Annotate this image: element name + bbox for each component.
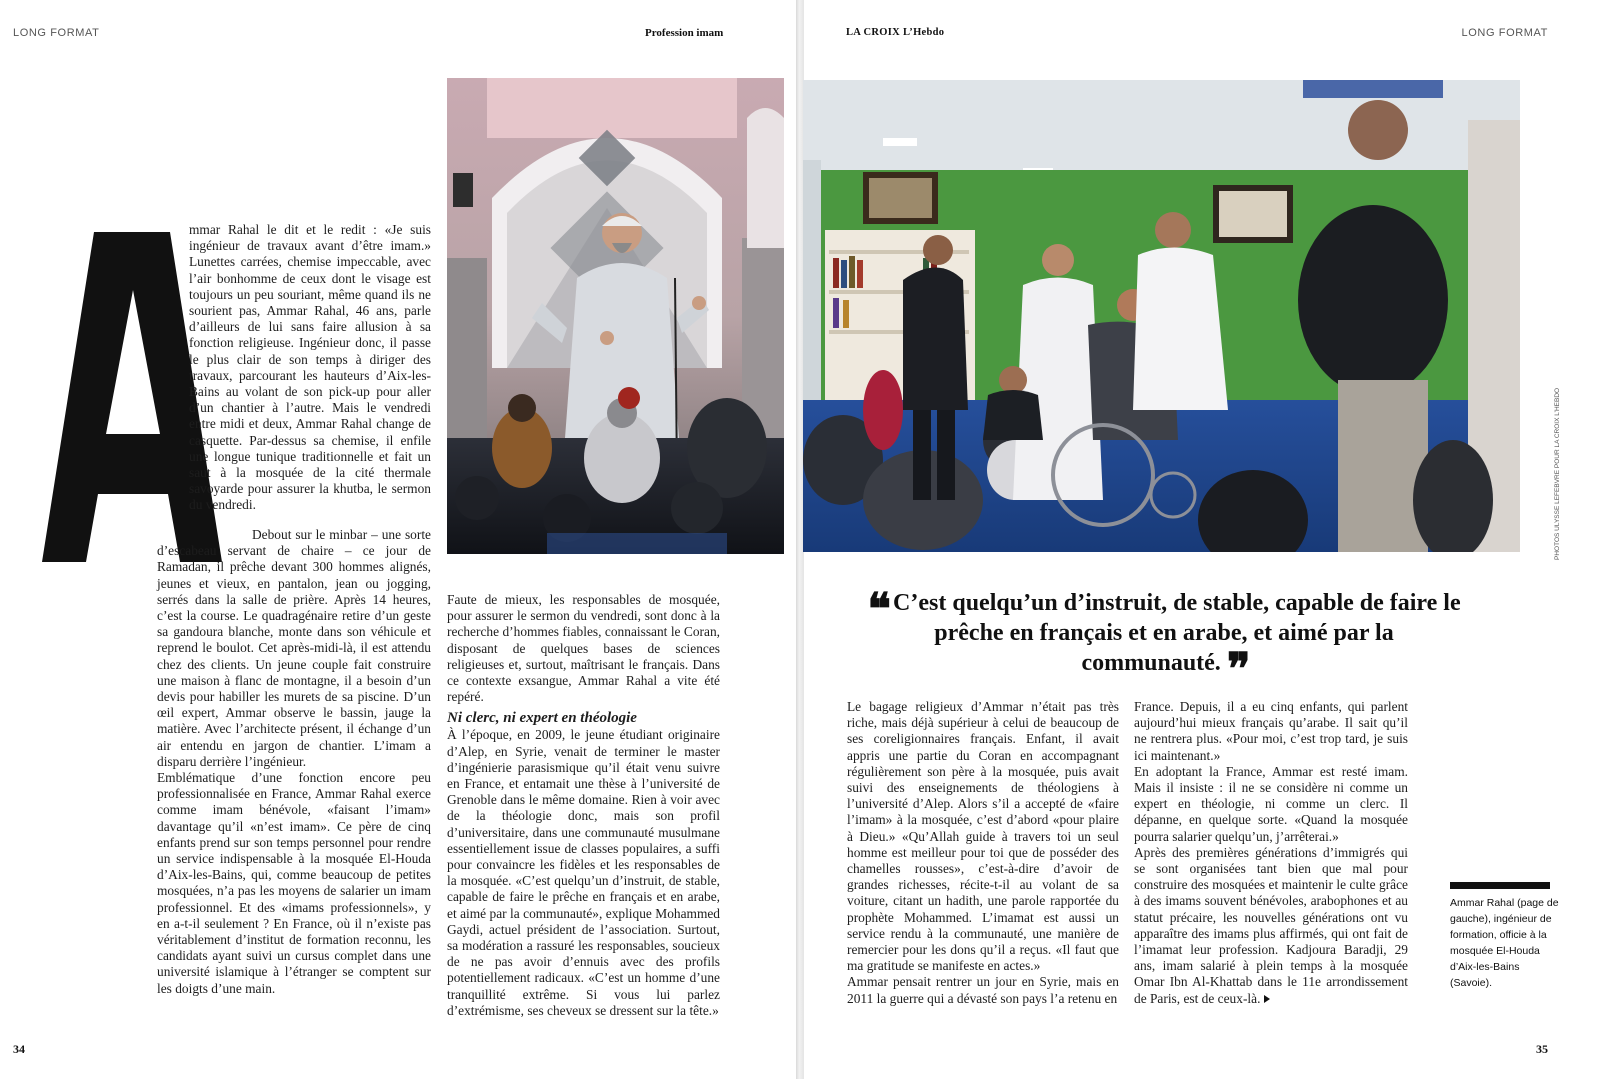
intro-paragraph: mmar Rahal le dit et le redit : «Je suis ingénieur de travaux avant d’être imam.» Lunettes carrées, chemise impeccable, avec l’air bonhomme de ceux dont le visage est toujours un peu souriant, même quand ils ne sourient pas, Ammar Rahal, 46 ans, parle d’ailleurs de lui sans faire allusion à sa fonction religieuse. Ingénieur donc, il passe le plus clair de son temps à diriger des travaux, parcourant les hauteurs d’Aix-les-Bains au volant de son pick-up pour aller d’un chantier à l’autre. Mais le vendredi entre midi et deux, Ammar Rahal change de casquette. Par-dessus sa chemise, il enfile une longue tunique traditionnelle et fait un saut à la mosquée de la cité thermale savoyarde pour assurer la khutba, le sermon du vendredi. (189, 222, 431, 513)
section-label: LONG FORMAT (13, 27, 100, 39)
subheading: Ni clerc, ni expert en théologie (447, 710, 637, 727)
section-label-right: LONG FORMAT (1461, 27, 1548, 39)
paragraph-bagage: Le bagage religieux d’Ammar n’était pas très riche, mais déjà supérieur à celui de beaucoup de ses coreligionnaires français. Enfant, il avait appris une partie du Coran en accompagnant régulièrement son père à la mosquée, puis avait suivi des enseignements de théologiens à l’université d’Alep. Alors s’il a accepté de «faire l’imam» à la mosquée, c’est d’abord «pour plaire à Dieu.» «Qu’Allah guide à travers toi un seul homme est meilleur pour toi que de posséder des chamelles rousses», c’est-à-dire d’avoir de grandes richesses, récite-t-il au volant de sa voiture, citant un hadith, une parole rapportée du prophète Mohammed. L’imamat est aussi un service rendu à la communauté, une manière de remercier pour les dons qu’il a reçus. «Il faut que ma gratitude se manifeste en actes.» (847, 699, 1119, 974)
body-column-1b (157, 527, 431, 997)
paragraph-adoptant: En adoptant la France, Ammar est resté imam. Mais il insiste : il ne se considère ni comme un expert en théologie, ni comme un clerc. Il dépanne, en quelque sorte. «Quand la mosquée pourra salarier quelqu’un, j’arrêterai.» (1134, 763, 1408, 844)
paragraph-emblematic: Emblématique d’une fonction encore peu professionnalisée en France, Ammar Rahal exerce comme imam bénévole, «faisant l’imam» davantage qu’il «n’est imam». Ce père de cinq enfants prend sur son temps personnel pour rendre un service indispensable à la mosquée El-Houda d’Aix-les-Bains, qui, comme beaucoup de petites mosquées, n’a pas les moyens de salarier un imam professionnel. Et des «imams professionnels», y en a-t-il seulement ? En France, où il n’existe pas véritablement d’institut de formation reconnu, les candidats ayant suivi un cursus complet dans une université islamique à l’étranger se comptent sur les doigts d’une main. (157, 770, 431, 996)
close-quote-icon: ❞ (1226, 645, 1247, 694)
open-quote-icon: ❝ (867, 585, 888, 634)
running-title: Profession imam (645, 27, 724, 39)
end-mark-icon (1264, 995, 1270, 1003)
right-page (804, 0, 1600, 1079)
body-column-4 (1134, 699, 1408, 1007)
photo-credit: PHOTOS ULYSSE LEFEBVRE POUR LA CROIX L’HEBDO (1554, 387, 1561, 560)
body-column-2 (447, 592, 720, 1019)
paragraph-minbar: Debout sur le minbar – une sorte d’escabeau servant de chaire – ce jour de Ramadan, il prêche devant 300 hommes alignés, jeunes et vieux, en pantalon, jean ou jogging, serrés dans la salle de prière. Après 14 heures, c’est la course. Le quadragénaire retire d’un geste sa gandoura blanche, monte dans son véhicule et reprend le boulot. Cet après-midi-là, il est attendu chez des clients. Un jeune couple fait construire une maison à flanc de montagne, il a besoin d’un devis pour habiller les murets de sa piscine. D’un œil expert, Ammar observe le bassin, jauge la matière. Avec l’architecte présent, il échange d’un air entendu en jargon de chantier. L’imam a disparu derrière l’ingénieur. (157, 527, 431, 769)
body-column-3 (847, 699, 1119, 1007)
folio-left: 34 (13, 1042, 25, 1056)
photo-caption: Ammar Rahal (page de gauche), ingénieur de formation, officie à la mosquée El-Houda d’Aix-les-Bains (Savoie). (1450, 897, 1559, 989)
paragraph-generations (1134, 845, 1408, 1007)
mosque-gathering-photo (803, 80, 1520, 552)
left-page (0, 0, 796, 1079)
paragraph-syrie: Ammar pensait rentrer un jour en Syrie, mais en 2011 la guerre qui a dévasté son pays l’a retenu en (847, 974, 1119, 1006)
paragraph-faute-de-mieux: Faute de mieux, les responsables de mosquée, pour assurer le sermon du vendredi, sont donc à la recherche d’hommes fiables, connaissant le Coran, disposant de quelques bases de sciences religieuses et, surtout, maîtrisant le français. Dans ce contexte exsangue, Ammar Rahal a vite été repéré. (447, 592, 720, 705)
magazine-logo: LA CROIX L’Hebdo (846, 27, 945, 38)
caption-rule (1450, 882, 1550, 889)
paragraph-epoque: À l’époque, en 2009, le jeune étudiant originaire d’Alep, en Syrie, venait de terminer le master d’ingénierie parasismique qu’il était venu suivre en France, et entamait une thèse à l’université de Grenoble dans le même domaine. Rien à voir avec de la théologie donc, mais son profil d’universitaire, dans une communauté musulmane essentiellement issue de classes populaires, a suffi pour convaincre les fidèles et les responsables de la mosquée. «C’est quelqu’un d’instruit, de stable, capable de faire le prêche en français et en arabe, et aimé par la communauté», explique Mohammed Gaydi, actuel président de l’association. Surtout, sa modération a rassuré les responsables, soucieux de ne pas avoir d’ennuis avec des profils potentiellement radicaux. «C’est un homme d’une tranquillité extrême. Si vous lui parlez d’extrémisme, ses cheveux se dressent sur la tête.» (447, 727, 720, 1018)
body-column-1 (157, 222, 431, 514)
pullquote (864, 585, 1464, 694)
pullquote-text: C’est quelqu’un d’instruit, de stable, capable de faire le prêche en français et en arabe, et aimé par la communauté. (893, 590, 1461, 676)
imam-preaching-photo (447, 78, 784, 554)
paragraph-france: France. Depuis, il a eu cinq enfants, qui parlent aujourd’hui mieux français qu’arabe. Il sait qu’il ne rentrera plus. «Pour moi, c’est trop tard, je suis ici maintenant.» (1134, 699, 1408, 763)
folio-right: 35 (1536, 1042, 1548, 1056)
paragraph-generations-text: Après des premières générations d’immigrés qui se sont organisées tant bien que mal pour construire des mosquées et maintenir le culte grâce à des imams souvent bénévoles, arabophones et au statut précaire, les nouvelles générations ont vu apparaître des imams plus affirmés, qui ont fait de l’imamat leur profession. Kadjoura Baradji, 29 ans, imam salarié à plein temps à la mosquée Omar Ibn Al-Khattab dans le 11e arrondissement de Paris, est de ceux-là. (1134, 844, 1408, 1006)
